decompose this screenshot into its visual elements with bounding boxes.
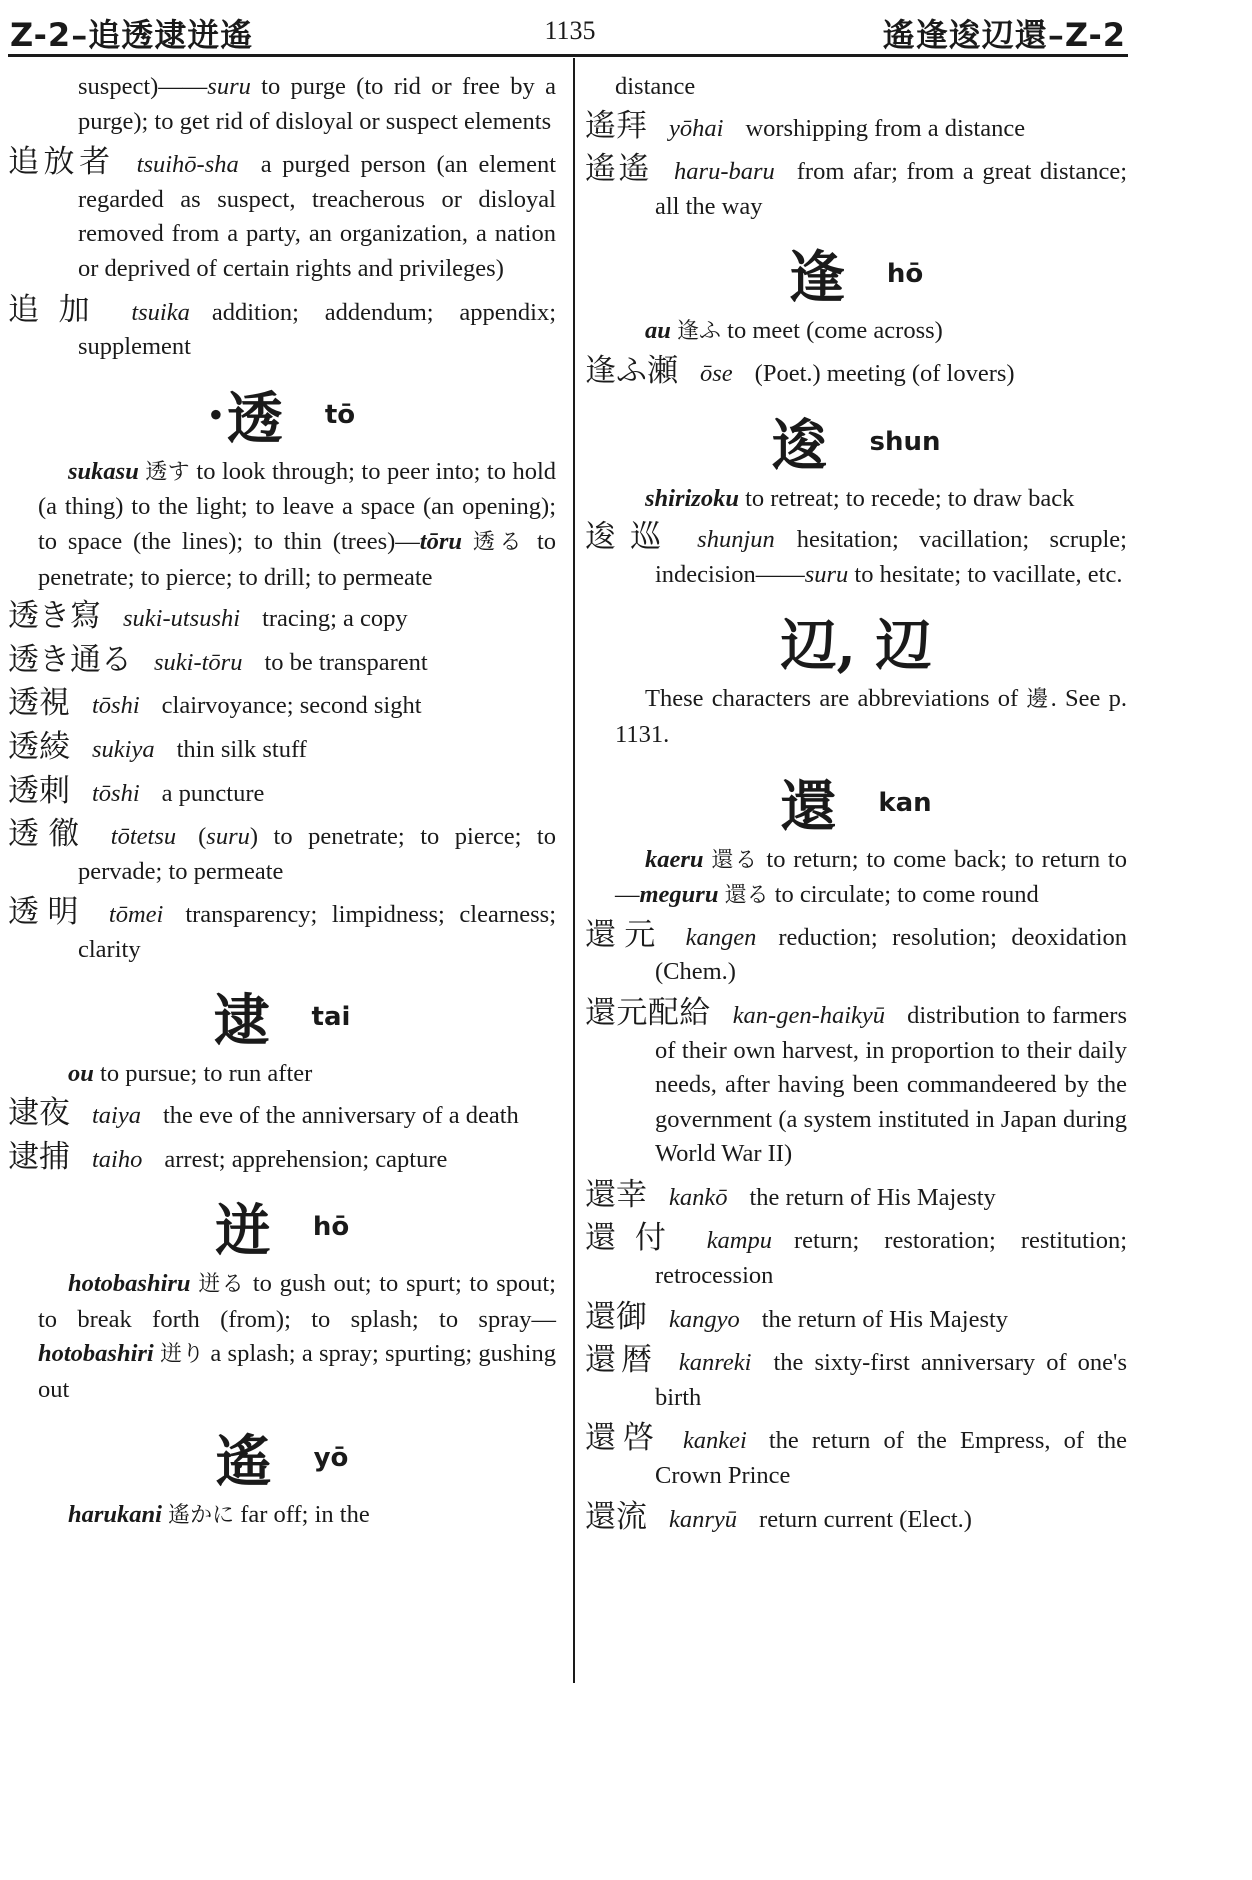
reading-bold: hotobashiru	[68, 1270, 191, 1298]
entry-headword: 還流	[585, 1498, 647, 1535]
dictionary-entry	[585, 996, 1127, 1172]
entry-headword: 還付	[585, 1220, 685, 1257]
entry-headword: 還幸	[585, 1176, 647, 1213]
entry-reading: shunjun	[697, 526, 775, 554]
left-column	[8, 70, 556, 1537]
dictionary-entry	[585, 1421, 1127, 1493]
kana-form: 還る	[711, 847, 759, 873]
kanji-definition-paragraph	[8, 1057, 556, 1092]
entry-paren: )	[249, 823, 274, 851]
heading-reading: hō	[312, 1212, 350, 1243]
entry-headword: 透き通る	[8, 641, 132, 678]
entry-definition: transparency; limpidness; clearness; clarity	[78, 901, 556, 963]
dictionary-entry	[8, 1096, 556, 1134]
kanji-heading	[585, 602, 1127, 680]
definition-text: to retreat; to recede; to draw back	[738, 484, 1075, 512]
head-kanji-right: 遙逢逡辺還	[882, 16, 1048, 54]
kana-form: 逢ふ	[677, 319, 722, 345]
dictionary-entry	[8, 145, 556, 286]
running-head-left: Z-2–追透逮迸遙	[10, 16, 254, 54]
kanji-definition-paragraph	[585, 682, 1127, 752]
entry-definition: arrest; apprehension; capture	[164, 1145, 448, 1173]
entry-definition: to hesitate; to vacillate, etc.	[848, 560, 1123, 588]
kanji-heading	[8, 375, 556, 452]
kana-form: 透る	[472, 529, 527, 555]
dictionary-entry	[8, 730, 556, 768]
dictionary-entry	[8, 643, 556, 681]
entry-italic: suru	[206, 823, 250, 851]
kanji-definition-paragraph	[8, 1267, 556, 1407]
entry-reading: sukiya	[92, 735, 155, 763]
entry-definition: (Poet.) meeting (of lovers)	[754, 359, 1015, 387]
entry-definition: from afar; from a great distance; all the way	[655, 158, 1127, 220]
entry-definition: the return of the Empress, of the Crown Prince	[655, 1427, 1128, 1490]
kanji-definition-paragraph	[585, 314, 1127, 350]
entry-definition: return; restoration; restitution; retrocession	[655, 1227, 1127, 1290]
reading-bold: au	[645, 317, 671, 345]
entry-headword: 追加	[8, 291, 110, 328]
entry-paren: (	[198, 823, 207, 851]
definition-text: to circulate; to come round	[768, 881, 1039, 909]
dictionary-entry	[585, 1300, 1127, 1338]
heading-kanji: 逡	[771, 412, 828, 479]
kanji-heading	[585, 402, 1127, 479]
entry-headword: 逮捕	[8, 1138, 70, 1175]
entry-reading: kanryū	[669, 1505, 738, 1533]
definition-text: to pursue; to run after	[93, 1060, 313, 1088]
entry-headword: 還元	[585, 916, 664, 953]
dictionary-entry	[8, 293, 556, 365]
dictionary-entry	[8, 774, 556, 812]
dictionary-entry	[585, 152, 1127, 224]
heading-kanji: 透	[226, 385, 283, 452]
kana-form: 遙かに	[168, 1502, 235, 1528]
entry-reading: taiho	[92, 1145, 143, 1173]
heading-kanji: 逮	[213, 988, 270, 1055]
definition-text: to meet (come across)	[721, 317, 943, 345]
entry-headword: 逮夜	[8, 1095, 70, 1132]
entry-definition: to be transparent	[264, 648, 428, 676]
entry-reading: tōtetsu	[110, 823, 177, 851]
reading-bold: tōru	[419, 527, 463, 555]
header-rule	[8, 54, 1128, 57]
entry-reading: suki-utsushi	[123, 605, 241, 633]
reading-bold: shirizoku	[645, 484, 739, 512]
reading-bold: meguru	[639, 881, 719, 909]
dictionary-entry	[585, 354, 1127, 392]
kanji-heading	[8, 1187, 556, 1265]
entry-definition: thin silk stuff	[176, 735, 307, 763]
entry-definition: tracing; a copy	[262, 605, 408, 633]
entry-headword: 透明	[8, 894, 87, 931]
kanji-definition-paragraph	[8, 455, 556, 595]
dictionary-entry	[585, 1343, 1127, 1415]
entry-reading: tōshi	[92, 779, 140, 807]
entry-reading: haru-baru	[674, 158, 775, 186]
entry-definition: a purged person (an element regarded as suspect, treacherous or disloyal removed from a party, an organization, a nation or deprived of certain rights and privileges)	[78, 151, 557, 282]
entry-definition: distribution to farmers of their own harvest, in proportion to their daily needs, after having been commandeered by the government (a system instituted in Japan during World War II)	[655, 1001, 1128, 1168]
kanji-heading	[585, 763, 1127, 840]
dictionary-entry	[585, 1178, 1127, 1216]
entry-definition: hesitation; vacillation; scruple; indecision——	[655, 526, 1127, 588]
kana-form: 還る	[724, 883, 769, 909]
dictionary-entry	[585, 520, 1127, 592]
kana-form: 迸り	[159, 1342, 205, 1368]
definition-text: to return; to come back; to return to—	[615, 845, 1127, 909]
entry-headword: 透刺	[8, 772, 70, 809]
entry-italic: suru	[207, 73, 251, 100]
entry-text: suspect)——	[78, 73, 208, 100]
entry-reading: kampu	[706, 1227, 773, 1255]
entry-reading: ōse	[700, 359, 733, 387]
entry-definition: to penetrate; to pierce; to pervade; to permeate	[78, 823, 556, 885]
entry-headword: 透綾	[8, 728, 70, 765]
entry-reading: taiya	[92, 1102, 141, 1130]
heading-kanji: 辺, 辺	[780, 613, 932, 680]
page-number: 1135	[544, 16, 596, 45]
entry-reading: yōhai	[669, 114, 724, 142]
definition-text: a splash; a spray; spurting; gushing out	[38, 1340, 556, 1404]
definition-text: These characters are abbreviations of	[645, 685, 1027, 713]
entry-headword: 還啓	[585, 1420, 661, 1457]
dictionary-entry	[585, 1500, 1127, 1538]
head-kanji-left: 追透逮迸遙	[88, 16, 254, 54]
kanji-heading	[8, 1418, 556, 1495]
column-divider	[573, 58, 575, 1683]
bullet-mark: •	[208, 392, 223, 438]
entry-reading: tsuika	[131, 298, 190, 326]
entry-headword: 還御	[585, 1298, 647, 1335]
entry-reading: tōmei	[108, 901, 164, 929]
dictionary-entry	[585, 918, 1127, 990]
reading-bold: hotobashiri	[38, 1340, 154, 1368]
entry-definition: addition; addendum; appendix; supplement	[78, 298, 557, 361]
kana-form: 透す	[145, 459, 190, 485]
dictionary-entry	[8, 599, 556, 637]
definition-text: to gush out; to spurt; to spout; to break forth (from); to splash; to spray—	[38, 1270, 556, 1333]
definition-text: far off; in the	[234, 1500, 370, 1528]
reading-bold: ou	[68, 1060, 94, 1088]
entry-reading: tsuihō-sha	[136, 151, 239, 179]
kana-form: 迸る	[198, 1272, 246, 1298]
dictionary-entry	[8, 1140, 556, 1178]
heading-reading: yō	[313, 1442, 349, 1473]
running-head-right: 遙逢逡辺還–Z-2	[882, 16, 1126, 54]
kanji-heading	[8, 977, 556, 1055]
entry-headword: 逢ふ瀬	[585, 352, 678, 389]
entry-reading: kanreki	[678, 1349, 752, 1377]
entry-continuation: distance	[615, 73, 696, 100]
entry-definition: the return of His Majesty	[749, 1183, 996, 1211]
heading-reading: shun	[869, 426, 941, 457]
heading-kanji: 還	[780, 773, 837, 840]
entry-reading: kan-gen-haikyū	[732, 1001, 886, 1029]
entry-definition: worshipping from a distance	[745, 114, 1026, 142]
dictionary-entry	[8, 686, 556, 724]
reading-bold: kaeru	[645, 845, 704, 873]
reading-bold: harukani	[68, 1500, 162, 1528]
entry-definition: a puncture	[161, 779, 265, 807]
section-code-left: Z-2	[10, 16, 72, 54]
definition-text: to look through; to peer into; to hold (a thing) to the light; to leave a space (an opening); to space (the lines); to thin (trees)—	[38, 457, 557, 555]
entry-headword: 還元配給	[585, 994, 711, 1031]
section-code-right: Z-2	[1064, 16, 1126, 54]
heading-kanji: 迸	[214, 1198, 271, 1265]
heading-reading: hō	[886, 259, 924, 290]
definition-text: . See p. 1131.	[615, 685, 1127, 748]
entry-text: to purge (to rid or free by a purge); to get rid of disloyal or suspect elements	[78, 73, 556, 135]
entry-reading: kankei	[682, 1427, 747, 1455]
heading-reading: tō	[324, 399, 356, 430]
entry-continuation	[8, 70, 556, 139]
entry-reading: kangen	[685, 923, 757, 951]
entry-definition: reduction; resolution; deoxidation (Chem.)	[655, 923, 1128, 986]
entry-definition: the return of His Majesty	[761, 1305, 1009, 1333]
entry-definition: clairvoyance; second sight	[161, 692, 422, 720]
dictionary-entry	[585, 109, 1127, 147]
entry-headword: 透徹	[8, 816, 89, 853]
entry-headword: 透き寫	[8, 598, 101, 635]
definition-text: to penetrate; to pierce; to drill; to permeate	[38, 527, 557, 591]
entry-italic: suru	[804, 560, 849, 588]
heading-kanji: 遙	[215, 1428, 272, 1495]
heading-reading: tai	[311, 1002, 351, 1033]
right-column	[585, 70, 1127, 1543]
entry-definition: the eve of the anniversary of a death	[163, 1102, 519, 1130]
entry-headword: 遙拜	[585, 107, 647, 144]
entry-definition: the sixty-first anniversary of one's birth	[655, 1349, 1127, 1411]
entry-reading: tōshi	[92, 692, 140, 720]
reading-bold: sukasu	[68, 457, 139, 485]
dictionary-entry	[8, 895, 556, 967]
entry-definition: return current (Elect.)	[759, 1505, 972, 1533]
kanji-definition-paragraph	[585, 482, 1127, 517]
kanji-definition-paragraph	[585, 843, 1127, 914]
entry-headword: 還暦	[585, 1342, 657, 1379]
entry-headword: 逡巡	[585, 519, 676, 556]
heading-reading: kan	[878, 787, 932, 818]
entry-headword: 遙遙	[585, 151, 653, 188]
kanji-heading	[585, 234, 1127, 312]
entry-headword: 追放者	[8, 144, 115, 181]
entry-reading: suki-tōru	[154, 648, 243, 676]
dictionary-entry	[8, 817, 556, 889]
kana-form: 邊	[1026, 687, 1051, 713]
entry-reading: kangyo	[669, 1305, 740, 1333]
entry-headword: 透視	[8, 685, 70, 722]
kanji-definition-paragraph	[8, 1498, 556, 1534]
heading-kanji: 逢	[788, 245, 845, 312]
entry-reading: kankō	[669, 1183, 728, 1211]
dictionary-entry	[585, 1221, 1127, 1293]
